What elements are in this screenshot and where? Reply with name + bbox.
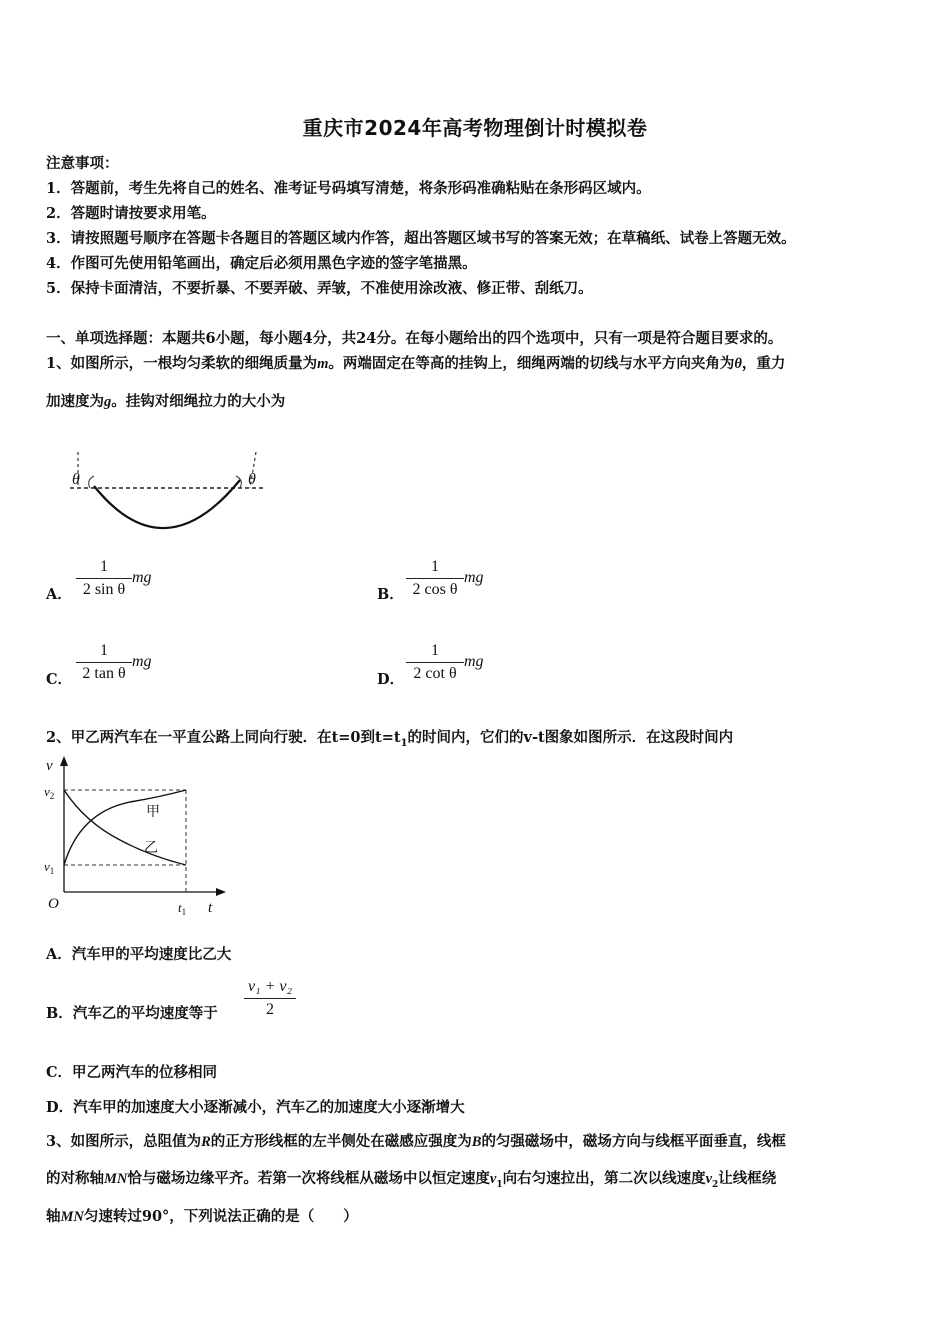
left-angle-arc: [89, 476, 94, 488]
notice-item-5: 5．保持卡面清洁，不要折暴、不要弄破、弄皱，不准使用涂改液、修正带、刮纸刀。: [46, 280, 593, 297]
q1-option-d-mg: mg: [464, 653, 484, 670]
q3-stem-line2: 的对称轴MN恰与磁场边缘平齐。若第一次将线框从磁场中以恒定速度$v_1$向右匀速拉出，第二次以线速度$v_2$让线框绕: [46, 1170, 777, 1190]
q1-option-b-fraction: 1 2 cos θ: [406, 558, 464, 599]
car-a-label: 甲: [146, 804, 160, 820]
q1-stem-line2: 加速度为g。挂钩对细绳拉力的大小为: [46, 393, 286, 410]
q2-vt-graph: [40, 752, 230, 922]
q2-option-d[interactable]: D．汽车甲的加速度大小逐渐减小，汽车乙的加速度大小逐渐增大: [46, 1099, 465, 1116]
v2-label: $v_2$: [44, 784, 55, 801]
notice-item-1: 1．答题前，考生先将自己的姓名、准考证号码填写清楚，将条形码准确粘贴在条形码区域内。: [46, 180, 651, 197]
q2-option-b-fraction: v₁ + v₂ 2: [244, 978, 296, 1019]
q2-stem: 2、甲乙两汽车在一平直公路上同向行驶．在t=0到$t=t_1$的时间内，它们的v-t图象如图所示．在这段时间内: [46, 729, 734, 749]
rope-curve: [94, 480, 240, 528]
q3-stem-line1: 3、如图所示，总阻值为R的正方形线框的左半侧处在磁感应强度为B的匀强磁场中，磁场方向与线框平面垂直，线框: [46, 1133, 786, 1150]
t1-label: $t_1$: [178, 900, 187, 917]
section-heading: 一、单项选择题：本题共6小题，每小题4分，共24分。在每小题给出的四个选项中，只有一项是符合题目要求的。: [46, 330, 783, 347]
q1-option-b-label[interactable]: B．: [377, 586, 404, 603]
q1-option-a-fraction: 1 2 sin θ: [76, 558, 132, 599]
q2-option-c[interactable]: C．甲乙两汽车的位移相同: [46, 1064, 218, 1081]
q1-stem-line1: 1、如图所示，一根均匀柔软的细绳质量为m。两端固定在等高的挂钩上，细绳两端的切线与水平方向夹角为θ，重力: [46, 355, 786, 372]
page-title: 重庆市2024年高考物理倒计时模拟卷: [302, 116, 648, 140]
q1-option-d-label[interactable]: D．: [377, 671, 405, 688]
q3-stem-line3: 轴MN匀速转过90°，下列说法正确的是（ ）: [46, 1208, 358, 1225]
notice-item-2: 2．答题时请按要求用笔。: [46, 205, 216, 222]
origin-label: O: [48, 896, 59, 912]
v1-label: $v_1$: [44, 859, 55, 876]
q1-option-c-label[interactable]: C．: [46, 671, 73, 688]
q2-option-a[interactable]: A．汽车甲的平均速度比乙大: [46, 946, 232, 963]
notice-item-4: 4．作图可先使用铅笔画出，确定后必须用黑色字迹的签字笔描黑。: [46, 255, 477, 272]
y-axis-arrow: [60, 756, 68, 766]
car-b-label: 乙: [144, 840, 158, 856]
car-a-curve: [64, 790, 186, 865]
q1-option-c-fraction: 1 2 tan θ: [76, 642, 132, 683]
q1-option-d-fraction: 1 2 cot θ: [406, 642, 464, 683]
x-axis-arrow: [216, 888, 226, 896]
notice-heading: 注意事项：: [46, 155, 119, 172]
y-axis-label: v: [46, 758, 53, 774]
q1-rope-figure: [64, 448, 274, 534]
q1-option-a-label[interactable]: A．: [46, 586, 72, 603]
left-angle-label: θ: [72, 471, 80, 488]
notice-item-3: 3．请按照题号顺序在答题卡各题目的答题区域内作答，超出答题区域书写的答案无效；在草稿纸、试卷上答题无效。: [46, 230, 796, 247]
q1-option-b-mg: mg: [464, 569, 484, 586]
q1-option-c-mg: mg: [132, 653, 152, 670]
x-axis-label: t: [208, 900, 213, 916]
right-angle-label: θ: [248, 471, 256, 488]
car-b-curve: [64, 790, 186, 865]
q1-option-a-mg: mg: [132, 569, 152, 586]
q2-option-b[interactable]: B．汽车乙的平均速度等于: [46, 1005, 218, 1022]
